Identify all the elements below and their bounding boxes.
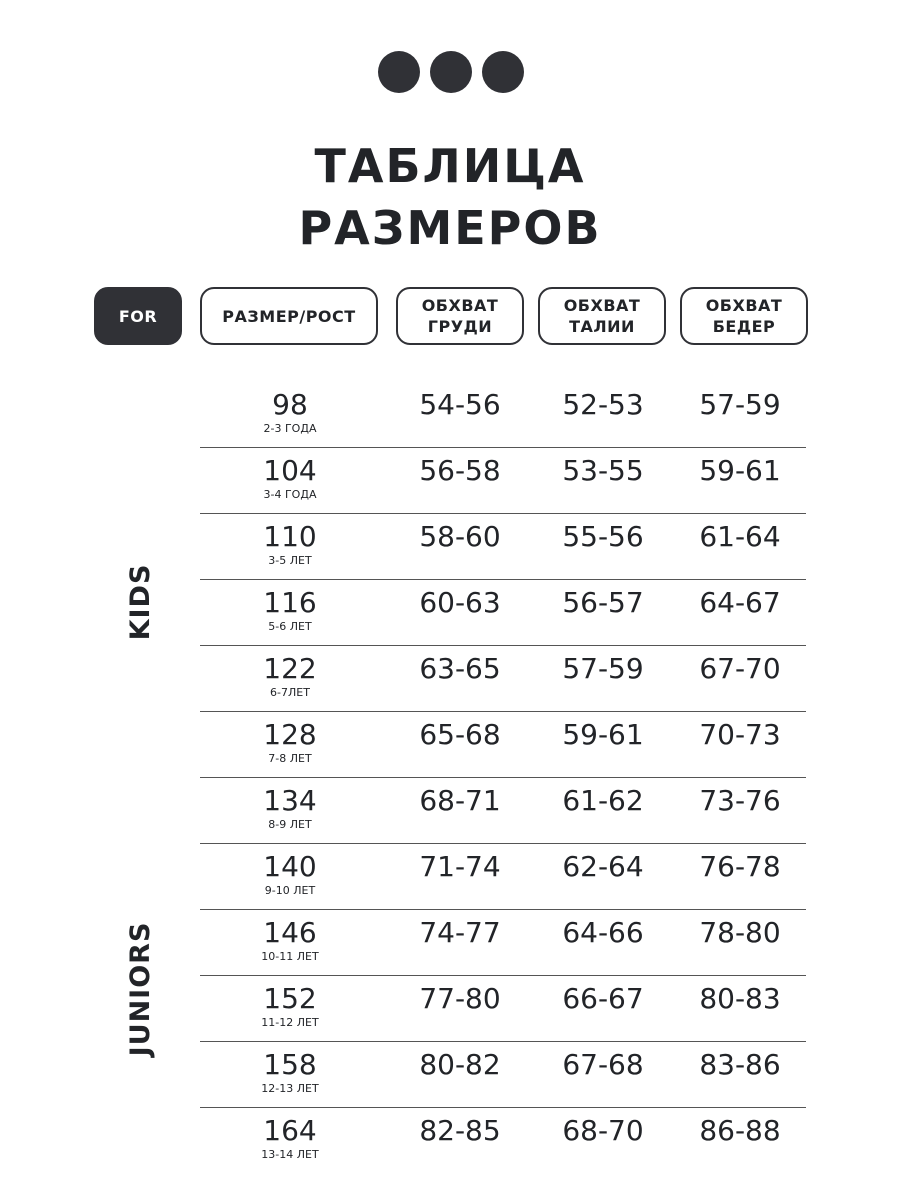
size-value: 152	[263, 982, 317, 1015]
header-waist-line-1: ОБХВАТ	[563, 296, 641, 315]
chest-value: 58-60	[419, 520, 501, 553]
size-cell	[200, 980, 380, 1030]
header-waist	[538, 287, 666, 345]
waist-value: 57-59	[562, 652, 644, 685]
header-size-label: РАЗМЕР/РОСТ	[222, 306, 356, 326]
age-value: 10-11 ЛЕТ	[261, 950, 319, 963]
waist-value: 67-68	[562, 1048, 644, 1081]
hips-value: 73-76	[699, 784, 781, 817]
chest-value: 74-77	[419, 916, 501, 949]
table-row	[200, 646, 806, 712]
hips-value: 57-59	[699, 388, 781, 421]
size-value: 110	[263, 520, 317, 553]
size-cell	[200, 1046, 380, 1096]
header-chest	[396, 287, 524, 345]
waist-value: 56-57	[562, 586, 644, 619]
dot-icon	[378, 51, 420, 93]
decorative-dots	[378, 51, 524, 93]
hips-value: 70-73	[699, 718, 781, 751]
waist-value: 59-61	[562, 718, 644, 751]
waist-value: 66-67	[562, 982, 644, 1015]
size-cell	[200, 782, 380, 832]
age-value: 12-13 ЛЕТ	[261, 1082, 319, 1095]
hips-value: 64-67	[699, 586, 781, 619]
waist-value: 52-53	[562, 388, 644, 421]
chest-value: 65-68	[419, 718, 501, 751]
table-row	[200, 778, 806, 844]
age-value: 3-4 ГОДА	[263, 488, 317, 501]
chest-value: 56-58	[419, 454, 501, 487]
age-value: 11-12 ЛЕТ	[261, 1016, 319, 1029]
age-value: 8-9 ЛЕТ	[268, 818, 312, 831]
hips-value: 83-86	[699, 1048, 781, 1081]
chest-value: 60-63	[419, 586, 501, 619]
table-row	[200, 712, 806, 778]
table-row	[200, 844, 806, 910]
header-hips-line-1: ОБХВАТ	[705, 296, 783, 315]
header-size	[200, 287, 378, 345]
size-cell	[200, 584, 380, 634]
chest-value: 54-56	[419, 388, 501, 421]
hips-value: 76-78	[699, 850, 781, 883]
age-value: 13-14 ЛЕТ	[261, 1148, 319, 1161]
size-cell	[200, 518, 380, 568]
table-row	[200, 910, 806, 976]
size-value: 158	[263, 1048, 317, 1081]
size-cell	[200, 1112, 380, 1162]
size-value: 164	[263, 1114, 317, 1147]
table-row	[200, 1108, 806, 1174]
size-cell	[200, 452, 380, 502]
age-value: 2-3 ГОДА	[263, 422, 317, 435]
waist-value: 64-66	[562, 916, 644, 949]
waist-value: 53-55	[562, 454, 644, 487]
page-title	[0, 135, 900, 259]
size-value: 104	[263, 454, 317, 487]
title-line-2: РАЗМЕРОВ	[298, 201, 602, 255]
size-cell	[200, 914, 380, 964]
size-cell	[200, 716, 380, 766]
hips-value: 86-88	[699, 1114, 781, 1147]
table-row	[200, 580, 806, 646]
table-row	[200, 382, 806, 448]
age-value: 5-6 ЛЕТ	[268, 620, 312, 633]
table-row	[200, 1042, 806, 1108]
chest-value: 77-80	[419, 982, 501, 1015]
size-value: 146	[263, 916, 317, 949]
size-value: 116	[263, 586, 317, 619]
waist-value: 61-62	[562, 784, 644, 817]
table-row	[200, 976, 806, 1042]
age-value: 9-10 ЛЕТ	[264, 884, 316, 897]
size-value: 140	[263, 850, 317, 883]
hips-value: 78-80	[699, 916, 781, 949]
size-cell	[200, 650, 380, 700]
group-label-juniors: JUNIORS	[125, 921, 156, 1057]
header-for	[94, 287, 182, 345]
size-cell	[200, 386, 380, 436]
waist-value: 55-56	[562, 520, 644, 553]
age-value: 3-5 ЛЕТ	[268, 554, 312, 567]
dot-icon	[482, 51, 524, 93]
size-table	[200, 382, 806, 1174]
header-hips-line-2: БЕДЕР	[712, 317, 776, 336]
header-hips	[680, 287, 808, 345]
size-value: 122	[263, 652, 317, 685]
chest-value: 80-82	[419, 1048, 501, 1081]
size-cell	[200, 848, 380, 898]
table-row	[200, 448, 806, 514]
waist-value: 68-70	[562, 1114, 644, 1147]
chest-value: 82-85	[419, 1114, 501, 1147]
header-for-label: FOR	[118, 306, 158, 326]
dot-icon	[430, 51, 472, 93]
header-chest-line-1: ОБХВАТ	[421, 296, 499, 315]
chest-value: 68-71	[419, 784, 501, 817]
title-line-1: ТАБЛИЦА	[314, 139, 586, 193]
table-row	[200, 514, 806, 580]
header-chest-line-2: ГРУДИ	[427, 317, 493, 336]
hips-value: 59-61	[699, 454, 781, 487]
hips-value: 80-83	[699, 982, 781, 1015]
age-value: 7-8 ЛЕТ	[268, 752, 312, 765]
waist-value: 62-64	[562, 850, 644, 883]
size-value: 128	[263, 718, 317, 751]
chest-value: 63-65	[419, 652, 501, 685]
hips-value: 67-70	[699, 652, 781, 685]
group-label-kids: KIDS	[125, 563, 156, 641]
size-value: 134	[263, 784, 317, 817]
header-waist-line-2: ТАЛИИ	[569, 317, 635, 336]
age-value: 6-7ЛЕТ	[270, 686, 310, 699]
chest-value: 71-74	[419, 850, 501, 883]
hips-value: 61-64	[699, 520, 781, 553]
size-value: 98	[272, 388, 308, 421]
